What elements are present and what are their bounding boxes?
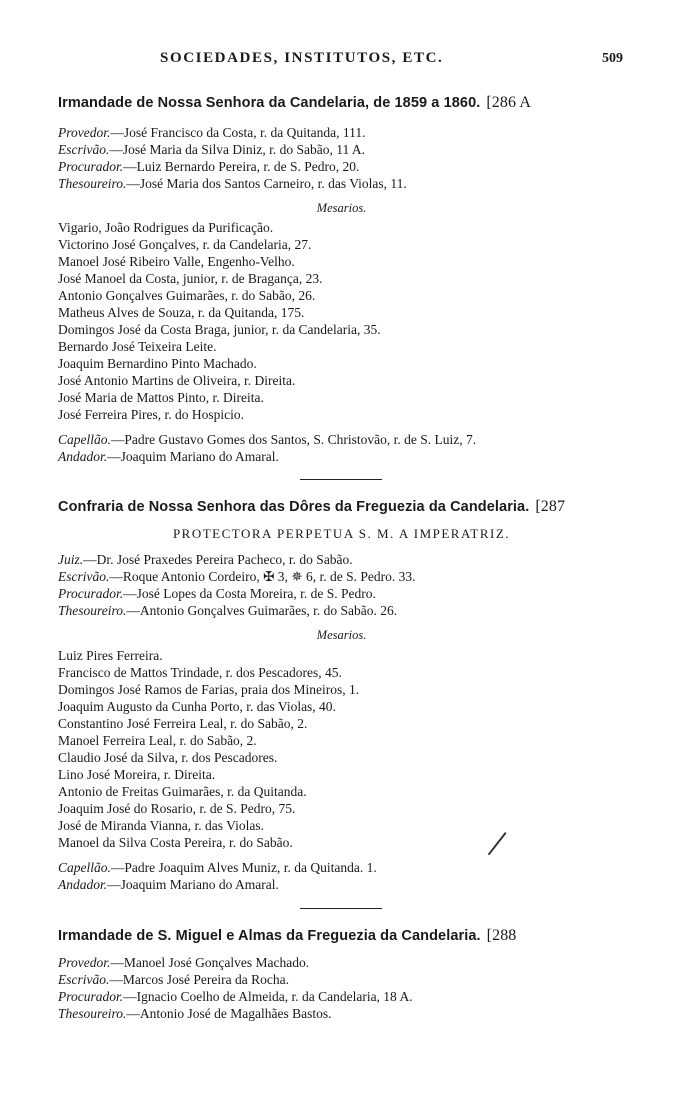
- officer-text: —Luiz Bernardo Pereira, r. de S. Pedro, 20.: [123, 159, 360, 174]
- officer-role: Procurador.: [58, 159, 124, 174]
- section-ref: [287: [535, 498, 566, 515]
- officer-text: —Dr. José Praxedes Pereira Pacheco, r. do Sabão.: [83, 552, 353, 567]
- mesario-line: Francisco de Mattos Trindade, r. dos Pescadores, 45.: [58, 665, 342, 680]
- mesario-line: Victorino José Gonçalves, r. da Candelaria, 27.: [58, 237, 312, 252]
- mesario-line: Antonio de Freitas Guimarães, r. da Quitanda.: [58, 784, 307, 799]
- officer-text: —José Francisco da Costa, r. da Quitanda, 111.: [110, 125, 366, 140]
- mesarios-heading: Mesarios.: [316, 201, 367, 215]
- officer-text: —Manoel José Gonçalves Machado.: [110, 955, 310, 970]
- officer-text: —José Maria da Silva Diniz, r. do Sabão, 11 A.: [109, 142, 365, 157]
- officer-text: —Antonio Gonçalves Guimarães, r. do Sabão. 26.: [126, 603, 398, 618]
- officer-text: —Ignacio Coelho de Almeida, r. da Candelaria, 18 A.: [123, 989, 413, 1004]
- officer-role: Juiz.: [58, 552, 84, 567]
- officer-text: —Padre Joaquim Alves Muniz, r. da Quitanda. 1.: [110, 860, 377, 875]
- officer-text: —José Lopes da Costa Moreira, r. de S. Pedro.: [123, 586, 376, 601]
- page-number: 509: [602, 51, 623, 66]
- mesario-line: Joaquim Bernardino Pinto Machado.: [58, 356, 257, 371]
- officer-role: Capellão.: [58, 432, 111, 447]
- mesario-line: Luiz Pires Ferreira.: [58, 648, 163, 663]
- officer-line: [58, 1005, 658, 1022]
- officer-line: [58, 859, 658, 876]
- officer-role: Escrivão.: [58, 569, 110, 584]
- section-title-text: Irmandade de Nossa Senhora da Candelaria, de 1859 a 1860.: [58, 95, 481, 111]
- officer-line: [58, 988, 658, 1005]
- mesario-line: José Ferreira Pires, r. do Hospicio.: [58, 407, 244, 422]
- mesario-line: Manoel da Silva Costa Pereira, r. do Sabão.: [58, 835, 293, 850]
- mesario-line: Joaquim Augusto da Cunha Porto, r. das Violas, 40.: [58, 699, 336, 714]
- mesarios-list-287: [58, 647, 658, 851]
- mesario-line: Lino José Moreira, r. Direita.: [58, 767, 216, 782]
- section-title-text: Confraria de Nossa Senhora das Dôres da Freguezia da Candelaria.: [58, 499, 530, 515]
- protectora-subheading: PROTECTORA PERPETUA S. M. A IMPERATRIZ.: [172, 526, 511, 541]
- officer-line: [58, 141, 658, 158]
- officer-role: Escrivão.: [58, 972, 110, 987]
- section-divider: [300, 479, 382, 480]
- officer-role: Provedor.: [58, 955, 111, 970]
- mesario-line: Constantino José Ferreira Leal, r. do Sabão, 2.: [58, 716, 308, 731]
- section-title-288: [58, 927, 628, 945]
- mesario-line: José Antonio Martins de Oliveira, r. Direita.: [58, 373, 296, 388]
- running-header: [0, 50, 683, 74]
- officer-line: [58, 954, 658, 971]
- mesarios-list-286a: [58, 219, 658, 423]
- mesario-line: Joaquim José do Rosario, r. de S. Pedro, 75.: [58, 801, 296, 816]
- officer-role: Thesoureiro.: [58, 1006, 127, 1021]
- mesario-line: Vigario, João Rodrigues da Purificação.: [58, 220, 274, 235]
- running-title: SOCIEDADES, INSTITUTOS, ETC.: [160, 50, 444, 66]
- officer-text: —José Maria dos Santos Carneiro, r. das Violas, 11.: [126, 176, 407, 191]
- mesario-line: Manoel José Ribeiro Valle, Engenho-Velho.: [58, 254, 295, 269]
- officer-text: —Marcos José Pereira da Rocha.: [109, 972, 289, 987]
- officer-line: [58, 175, 658, 192]
- mesario-line: Claudio José da Silva, r. dos Pescadores.: [58, 750, 278, 765]
- mesario-line: Bernardo José Teixeira Leite.: [58, 339, 217, 354]
- officer-line: [58, 551, 658, 568]
- officer-line: [58, 585, 658, 602]
- section-title-text: Irmandade de S. Miguel e Almas da Freguezia da Candelaria.: [58, 928, 481, 944]
- mesario-line: Domingos José da Costa Braga, junior, r. da Candelaria, 35.: [58, 322, 381, 337]
- officer-text: —Antonio José de Magalhães Bastos.: [126, 1006, 332, 1021]
- footer-list-287: [58, 859, 658, 893]
- officer-line: [58, 448, 658, 465]
- officer-line: [58, 876, 658, 893]
- officer-text: —Joaquim Mariano do Amaral.: [107, 877, 279, 892]
- section-ref: [286 A: [486, 94, 531, 111]
- footer-list-286a: [58, 431, 658, 465]
- mesario-line: José de Miranda Vianna, r. das Violas.: [58, 818, 264, 833]
- mesario-line: Manoel Ferreira Leal, r. do Sabão, 2.: [58, 733, 257, 748]
- officer-text: —Joaquim Mariano do Amaral.: [107, 449, 279, 464]
- officer-role: Andador.: [58, 877, 108, 892]
- officers-list-287: [58, 551, 658, 619]
- officer-line: [58, 431, 658, 448]
- officer-role: Escrivão.: [58, 142, 110, 157]
- officer-role: Thesoureiro.: [58, 176, 127, 191]
- officer-role: Procurador.: [58, 989, 124, 1004]
- section-divider: [300, 908, 382, 909]
- officer-role: Thesoureiro.: [58, 603, 127, 618]
- mesario-line: Matheus Alves de Souza, r. da Quitanda, 175.: [58, 305, 305, 320]
- officer-text: —Padre Gustavo Gomes dos Santos, S. Christovão, r. de S. Luiz, 7.: [110, 432, 477, 447]
- officer-role: Andador.: [58, 449, 108, 464]
- officer-line: [58, 158, 658, 175]
- mesarios-heading: Mesarios.: [316, 628, 367, 642]
- section-title-286a: [58, 94, 628, 112]
- officer-line: [58, 971, 658, 988]
- officers-list-286a: [58, 124, 658, 192]
- officer-text: —Roque Antonio Cordeiro, ✠ 3, ✵ 6, r. de S. Pedro. 33.: [109, 569, 416, 584]
- mesario-line: José Manoel da Costa, junior, r. de Bragança, 23.: [58, 271, 323, 286]
- section-title-287: [58, 498, 628, 516]
- officer-role: Procurador.: [58, 586, 124, 601]
- officer-line: [58, 568, 658, 585]
- officers-list-288: [58, 954, 658, 1022]
- mesario-line: Antonio Gonçalves Guimarães, r. do Sabão, 26.: [58, 288, 316, 303]
- officer-role: Capellão.: [58, 860, 111, 875]
- officer-line: [58, 124, 658, 141]
- officer-role: Provedor.: [58, 125, 111, 140]
- mesario-line: Domingos José Ramos de Farias, praia dos Mineiros, 1.: [58, 682, 360, 697]
- officer-line: [58, 602, 658, 619]
- section-ref: [288: [486, 927, 517, 944]
- mesario-line: José Maria de Mattos Pinto, r. Direita.: [58, 390, 264, 405]
